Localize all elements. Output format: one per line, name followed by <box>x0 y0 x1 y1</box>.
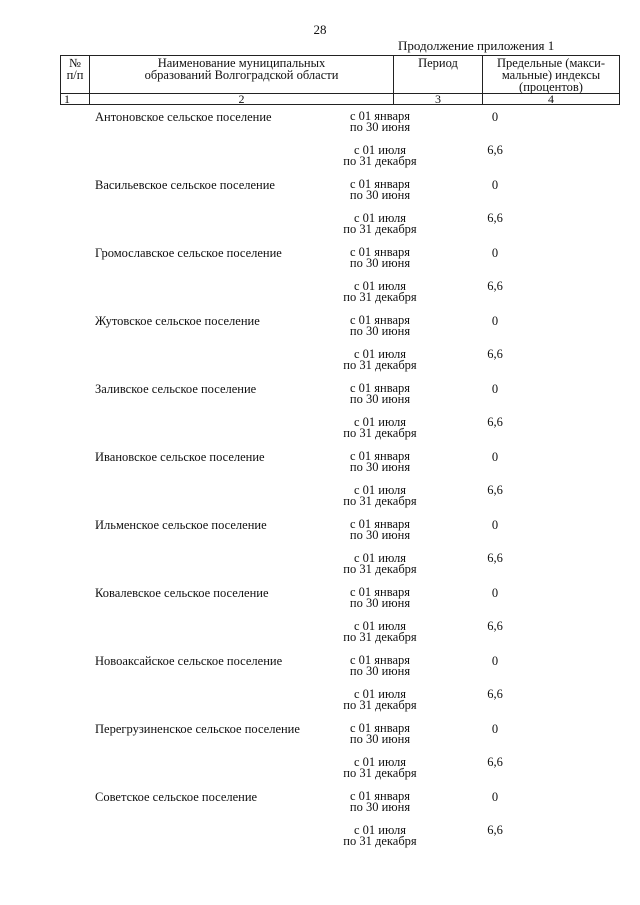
period-first-half: с 01 января по 30 июня <box>349 721 411 746</box>
period-second-half: с 01 июля по 31 декабря <box>343 687 417 712</box>
header-index-line-3: (процентов) <box>519 80 583 94</box>
period-first-half: с 01 января по 30 июня <box>349 245 411 270</box>
municipality-name: Громославское сельское поселение <box>95 246 282 260</box>
period-second-half: с 01 июля по 31 декабря <box>343 755 417 780</box>
table-row <box>60 246 623 314</box>
table-row <box>60 314 623 382</box>
period-second-half: с 01 июля по 31 декабря <box>343 823 417 848</box>
period-second-half: с 01 июля по 31 декабря <box>343 483 417 508</box>
table-body <box>60 110 623 858</box>
index-second-half: 6,6 <box>487 551 503 565</box>
table-header <box>60 55 620 105</box>
index-first-half: 0 <box>491 518 499 532</box>
index-second-half: 6,6 <box>487 619 503 633</box>
header-number-line-1: № <box>69 56 81 70</box>
municipality-name: Жутовское сельское поселение <box>95 314 260 328</box>
period-first-half: с 01 января по 30 июня <box>349 313 411 338</box>
table-row <box>60 382 623 450</box>
table-row <box>60 450 623 518</box>
municipality-name: Ковалевское сельское поселение <box>95 586 269 600</box>
index-first-half: 0 <box>491 246 499 260</box>
municipality-name: Новоаксайское сельское поселение <box>95 654 283 668</box>
header-row <box>61 56 620 94</box>
period-first-half: с 01 января по 30 июня <box>349 177 411 202</box>
index-second-half: 6,6 <box>487 823 503 837</box>
period-first-half: с 01 января по 30 июня <box>349 585 411 610</box>
header-municipality-line-2: образований Волгоградской области <box>144 68 339 82</box>
index-first-half: 0 <box>491 110 499 124</box>
header-municipality <box>90 56 394 94</box>
header-index <box>483 56 620 94</box>
municipality-name: Ивановское сельское поселение <box>95 450 265 464</box>
header-index-line-2: мальные) индексы <box>501 68 601 82</box>
municipality-name: Ильменское сельское поселение <box>95 518 267 532</box>
municipality-name: Советское сельское поселение <box>95 790 258 804</box>
index-second-half: 6,6 <box>487 211 503 225</box>
column-number-4: 4 <box>483 94 620 105</box>
table-row <box>60 722 623 790</box>
period-second-half: с 01 июля по 31 декабря <box>343 211 417 236</box>
period-first-half: с 01 января по 30 июня <box>349 381 411 406</box>
index-second-half: 6,6 <box>487 687 503 701</box>
column-number-2: 2 <box>90 94 394 105</box>
table-row <box>60 110 623 178</box>
period-first-half: с 01 января по 30 июня <box>349 109 411 134</box>
table-row <box>60 790 623 858</box>
table-row <box>60 586 623 654</box>
index-first-half: 0 <box>491 790 499 804</box>
index-first-half: 0 <box>491 722 499 736</box>
period-first-half: с 01 января по 30 июня <box>349 449 411 474</box>
municipality-name: Антоновское сельское поселение <box>95 110 272 124</box>
index-second-half: 6,6 <box>487 347 503 361</box>
header-index-line-1: Предельные (макси- <box>497 56 605 70</box>
period-first-half: с 01 января по 30 июня <box>349 517 411 542</box>
page-number: 28 <box>313 22 327 37</box>
column-number-row <box>61 94 620 105</box>
table-row <box>60 178 623 246</box>
column-number-3: 3 <box>394 94 483 105</box>
municipality-name: Перегрузиненское сельское поселение <box>95 722 300 736</box>
period-second-half: с 01 июля по 31 декабря <box>343 143 417 168</box>
period-second-half: с 01 июля по 31 декабря <box>343 415 417 440</box>
index-second-half: 6,6 <box>487 279 503 293</box>
index-second-half: 6,6 <box>487 755 503 769</box>
index-first-half: 0 <box>491 314 499 328</box>
header-period <box>394 56 483 94</box>
table-row <box>60 654 623 722</box>
header-number <box>61 56 90 94</box>
index-first-half: 0 <box>491 450 499 464</box>
period-first-half: с 01 января по 30 июня <box>349 653 411 678</box>
header-number-line-2: п/п <box>66 68 84 82</box>
index-first-half: 0 <box>491 178 499 192</box>
index-first-half: 0 <box>491 586 499 600</box>
table-row <box>60 518 623 586</box>
index-first-half: 0 <box>491 382 499 396</box>
period-second-half: с 01 июля по 31 декабря <box>343 347 417 372</box>
period-second-half: с 01 июля по 31 декабря <box>343 279 417 304</box>
period-first-half: с 01 января по 30 июня <box>349 789 411 814</box>
header-period-line-1: Период <box>418 56 458 70</box>
header-municipality-line-1: Наименование муниципальных <box>157 56 326 70</box>
index-second-half: 6,6 <box>487 415 503 429</box>
municipality-name: Васильевское сельское поселение <box>95 178 275 192</box>
index-second-half: 6,6 <box>487 143 503 157</box>
index-second-half: 6,6 <box>487 483 503 497</box>
column-number-1: 1 <box>61 94 90 105</box>
index-first-half: 0 <box>491 654 499 668</box>
period-second-half: с 01 июля по 31 декабря <box>343 619 417 644</box>
continuation-caption: Продолжение приложения 1 <box>398 38 555 53</box>
period-second-half: с 01 июля по 31 декабря <box>343 551 417 576</box>
municipality-name: Заливское сельское поселение <box>95 382 257 396</box>
